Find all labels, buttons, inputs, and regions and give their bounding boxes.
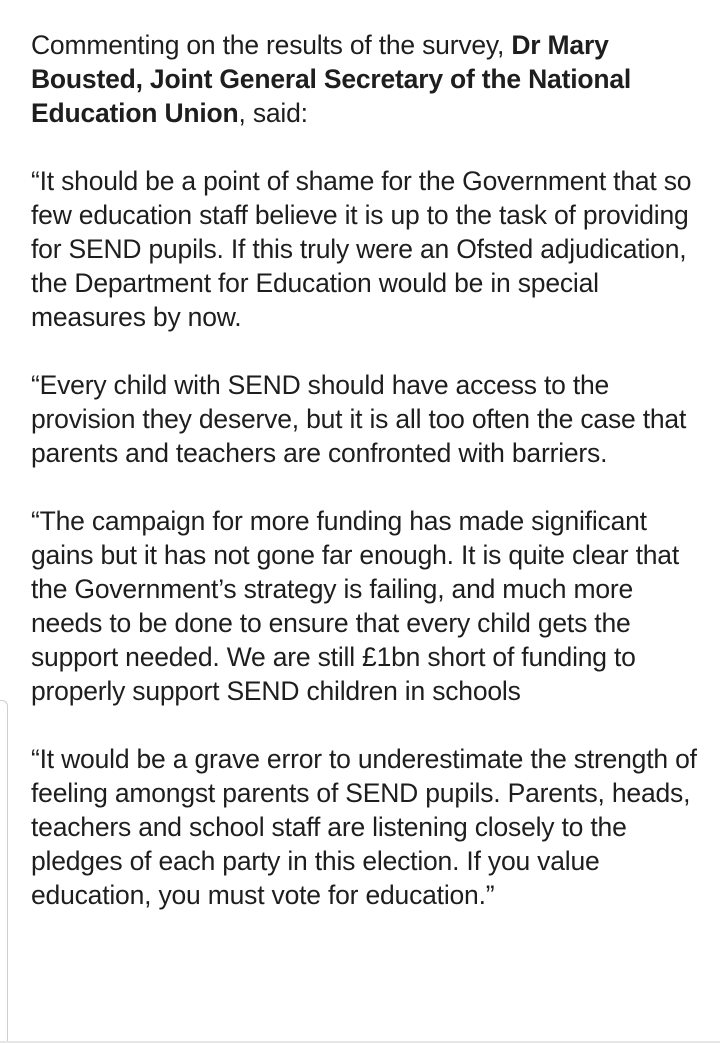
quote-paragraph-3: “The campaign for more funding has made significant gains but it has not gone far enough. It is quite clear that the Government’s strategy is failing, and much more needs to be done to ensure that every child gets the support needed. We are still £1bn short of funding to properly support SEND children in schools: [31, 506, 679, 706]
speaker-name: Dr Mary Bousted, Joint General Secretary of the National Education Union: [31, 30, 632, 128]
quote-paragraph-1: “It should be a point of shame for the Government that so few education staff believe it is up to the task of providing for SEND pupils. If this truly were an Ofsted adjudication, the Department for Education would be in special measures by now.: [31, 166, 692, 332]
quote-paragraph-2: “Every child with SEND should have access to the provision they deserve, but it is all too often the case that parents and teachers are confronted with barriers.: [31, 370, 687, 468]
left-margin-divider: [0, 700, 8, 1043]
intro-tail: , said:: [238, 98, 308, 128]
intro-lead: Commenting on the results of the survey,: [31, 30, 512, 60]
press-release-text: [31, 28, 701, 912]
quote-paragraph-4: “It would be a grave error to underestimate the strength of feeling amongst parents of SEND pupils. Parents, heads, teachers and school staff are listening closely to the pledges of each party in this election. If you value education, you must vote for education.”: [31, 744, 697, 910]
intro-paragraph: [31, 28, 701, 130]
